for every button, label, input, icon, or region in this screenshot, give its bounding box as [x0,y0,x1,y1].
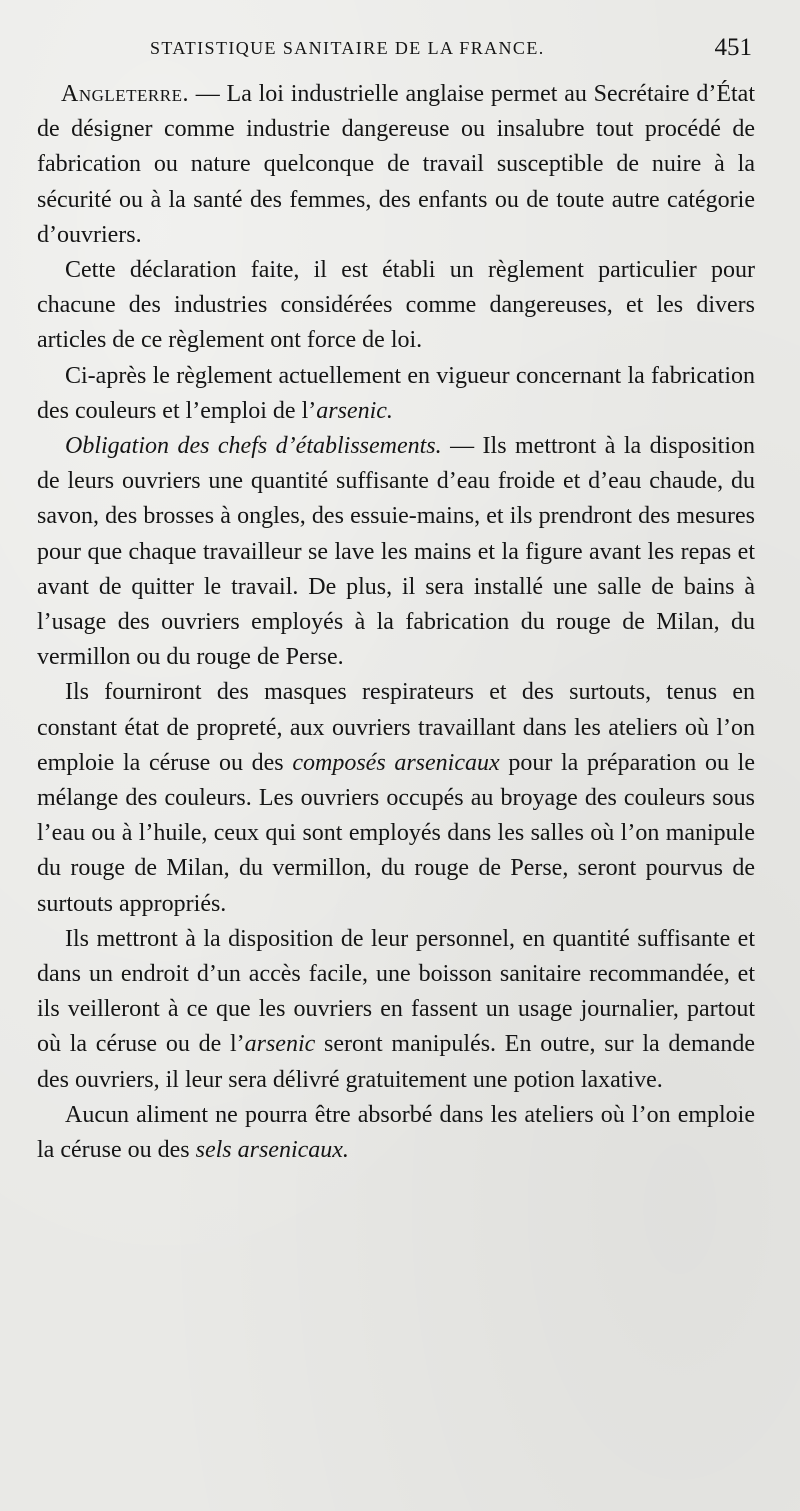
paragraph-text: Ci-après le règlement actuellement en vigueur concernant la fabrication des couleurs et l’emploi de l’ [37,362,755,424]
paragraph-text: Ils mettront à la disposition de leur personnel, en quantité suffisante et dans un endroit d’un accès facile, une boisson sanitaire recommandée, et ils veilleront à ce que les ouvriers en fassent un usage journalier, partout où la céruse ou de l’ [37,925,755,1058]
paragraph-text: pour la préparation ou le mélange des couleurs. Les ouvriers occupés au broyage des couleurs sous l’eau ou à l’huile, ceux qui sont employés dans les salles où l’on manipule du rouge de Milan, du vermillon, du rouge de Perse, seront pourvus de surtouts appropriés. [37,749,755,917]
paragraph-boisson [37,922,755,1098]
italic-term: arsenic [244,1031,316,1058]
section-heading: Obligation des chefs d’établissements. [65,433,442,460]
paragraph-text: Aucun aliment ne pourra être absorbé dans les ateliers où l’on emploie la céruse ou des [37,1101,755,1164]
paragraph-text: Cette déclaration faite, il est établi un règlement particulier pour chacune des industries considérées comme dangereuses, et les divers articles de ce règlement ont force de loi. [37,257,755,354]
paragraph-angleterre [37,77,755,253]
running-title: STATISTIQUE SANITAIRE DE LA FRANCE. [150,38,545,58]
page-header [0,34,800,74]
paragraph-reglement [37,359,755,429]
paragraph-text: Ils fourniront des masques respirateurs et des surtouts, tenus en constant état de propreté, aux ouvriers travaillant dans les ateliers où l’on emploie la céruse ou des [37,679,755,776]
italic-term: arsenic. [316,397,393,424]
paragraph-text: — Ils mettront à la disposition de leurs ouvriers une quantité suffisante d’eau froide et d’eau chaude, du savon, des brosses à ongles, des essuie-mains, et ils prendront des mesures pour que chaque travailleur se lave les mains et la figure avant les repas et avant de quitter le travail. De plus, il sera installé une salle de bains à l’usage des ouvriers employés à la fabrication du rouge de Milan, du vermillon ou du rouge de Perse. [37,433,755,671]
page-number: 451 [714,34,752,61]
italic-term: composés arsenicaux [292,749,500,776]
paragraph-masques [37,675,755,921]
country-heading: Angleterre. [61,81,189,107]
paragraph-aliment [37,1098,755,1168]
paragraph-text: — La loi industrielle anglaise permet au Secrétaire d’État de désigner comme industrie dangereuse ou insalubre tout procédé de fabrication ou nature quelconque de travail susceptible de nuire à la sécurité ou à la santé des femmes, des enfants ou de toute autre catégorie d’ouvriers. [37,81,755,248]
paragraph-obligation [37,429,755,675]
paragraph-text: seront manipulés. En outre, sur la demande des ouvriers, il leur sera délivré gratuitement une potion laxative. [37,1031,755,1093]
body-text [37,77,755,1168]
paragraph-declaration [37,253,755,359]
italic-term: sels arsenicaux. [195,1137,349,1164]
